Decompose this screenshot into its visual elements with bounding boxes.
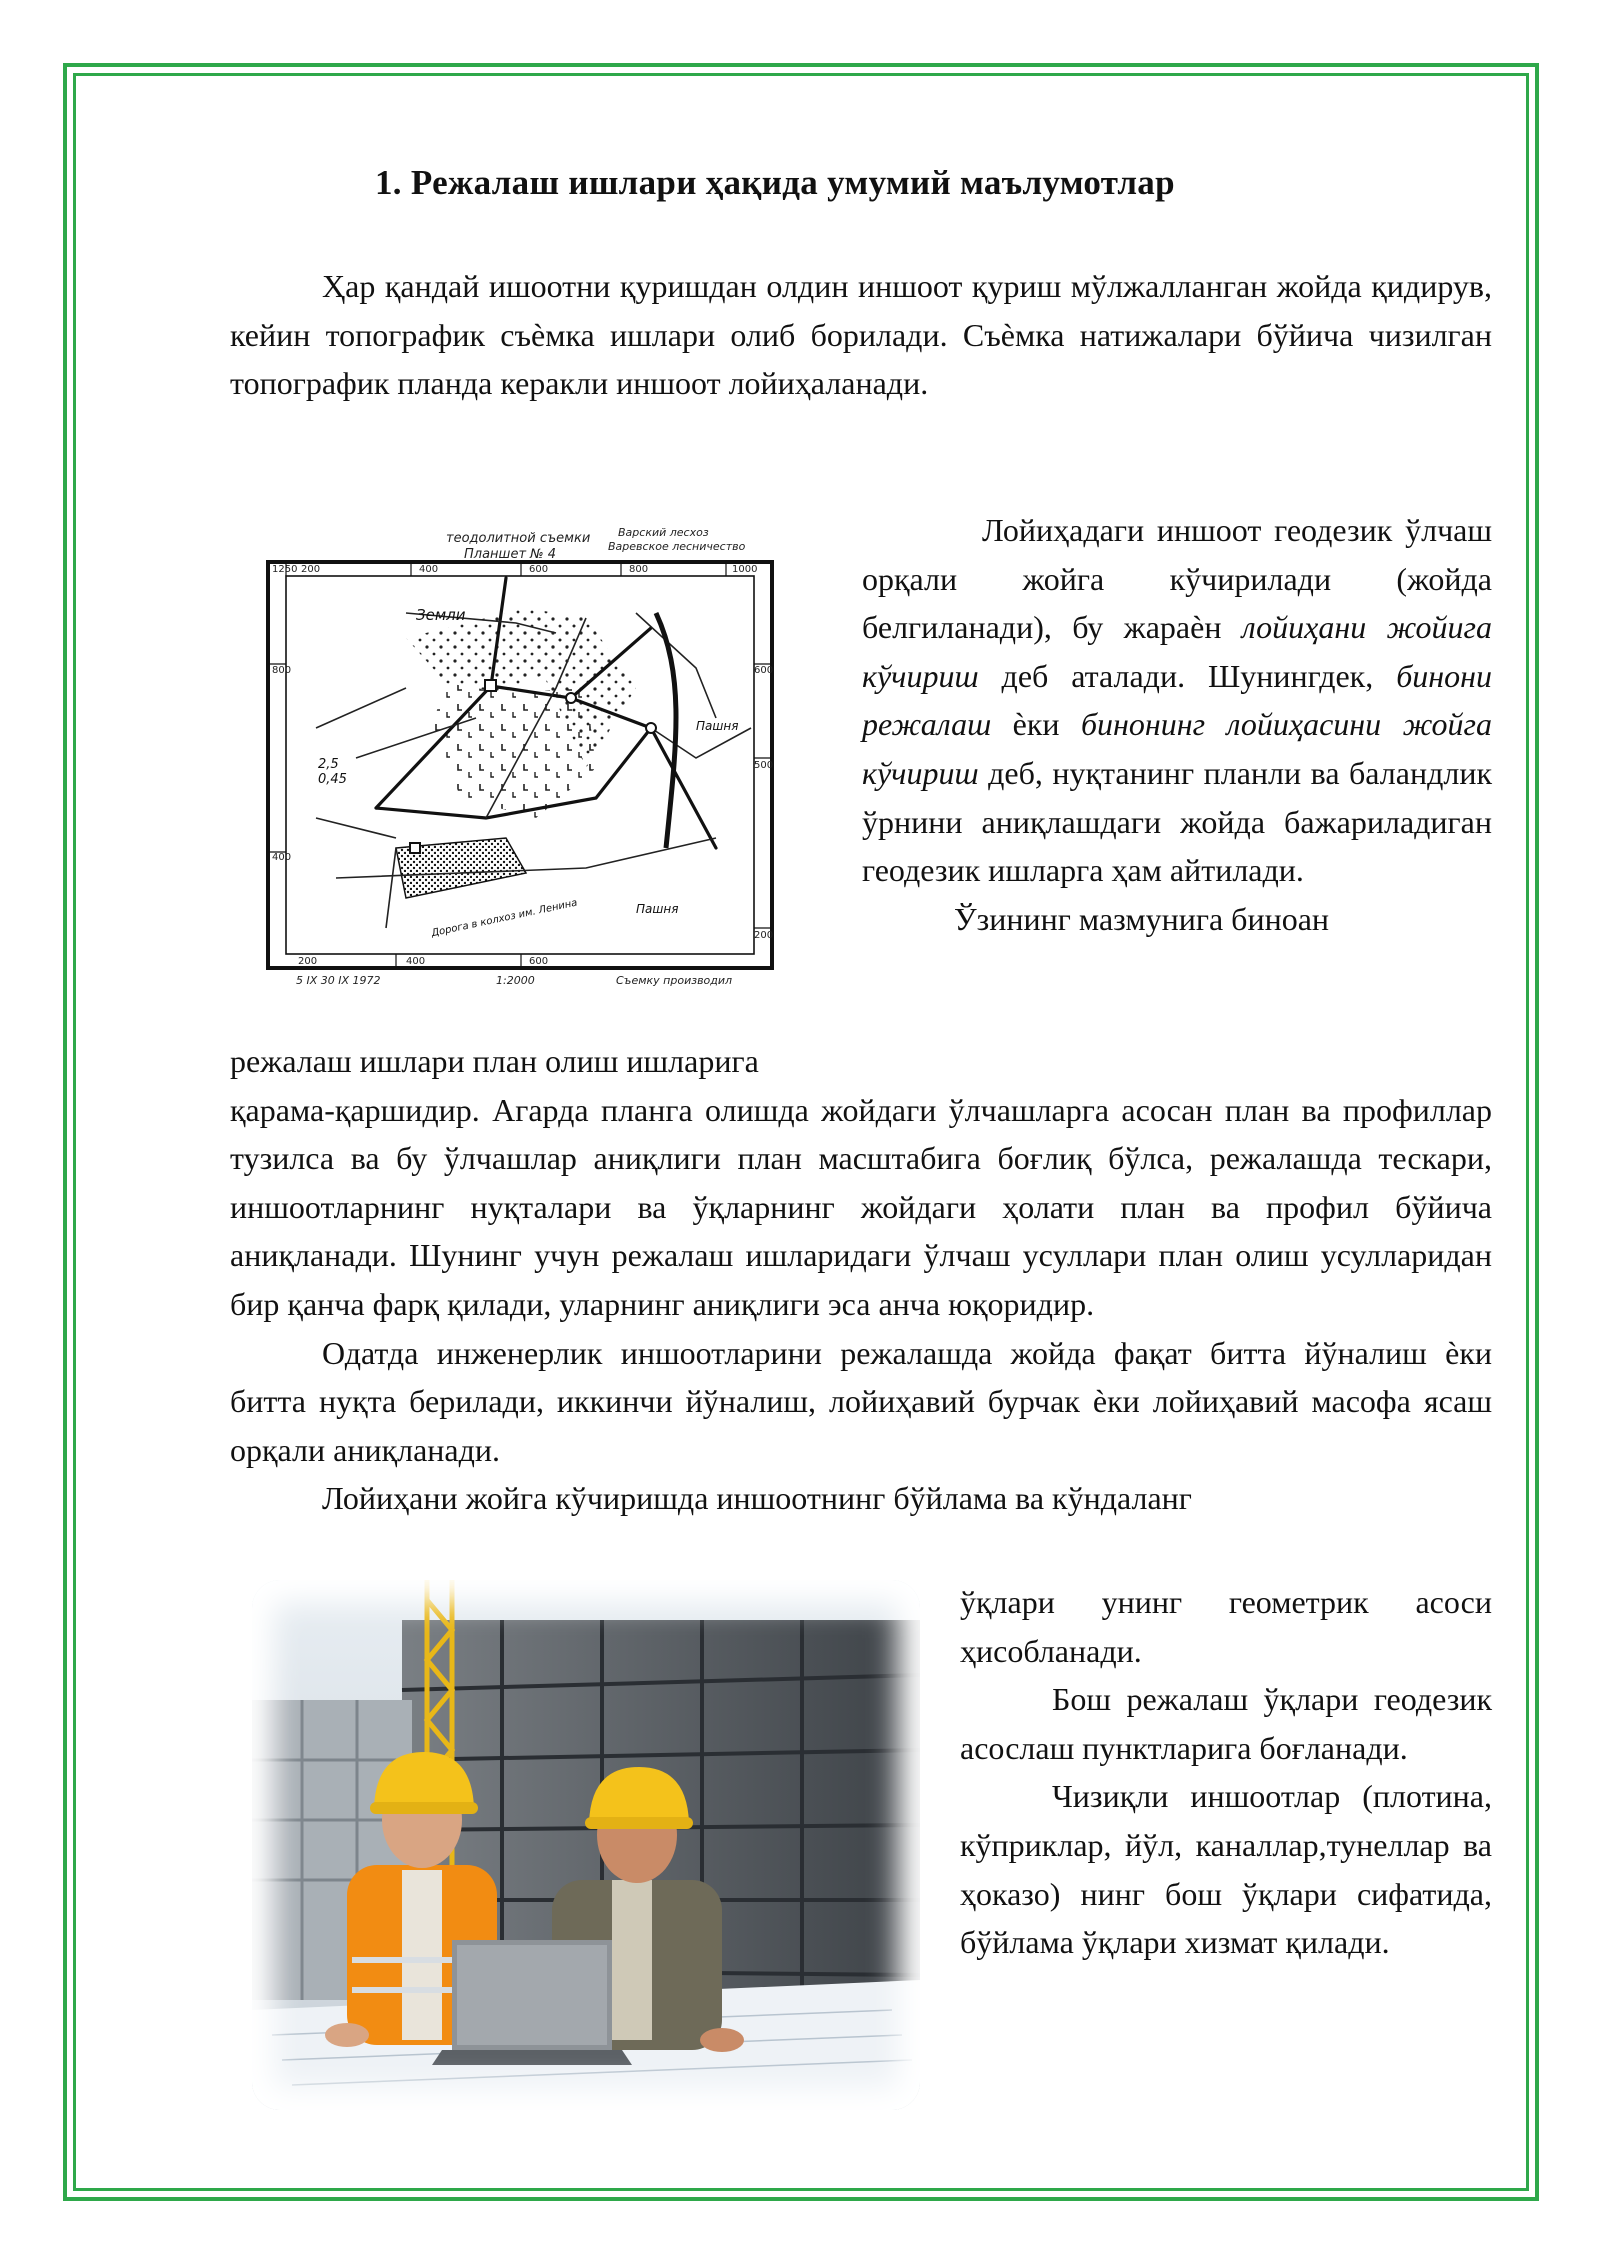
map-top-tick: 1250: [272, 564, 298, 575]
map-side-tick: 500: [754, 760, 774, 771]
paragraph-axes: [960, 1578, 1492, 1967]
paragraph-text: деб аталади. Шунингдек,: [1001, 657, 1374, 694]
map-top-tick: 600: [529, 564, 549, 575]
map-label-value: 2,5: [318, 757, 339, 772]
map-bottom-tick: 600: [529, 956, 549, 967]
paragraph-text: Чизиқли иншоотлар (плотина, кўприклар, йўл, каналлар,тунеллар ва ҳоказо) нинг бош ўқлари сифатида, бўйлама ўқлари хизмат қилади.: [960, 1778, 1492, 1961]
paragraph-text: деб, нуқтанинг планли ва баландлик ўрнини аниқлашдаги жойда бажариладиган геодезик ишларга ҳам айтилади.: [862, 754, 1492, 889]
map-top-tick: 800: [629, 564, 649, 575]
map-bottom-tick: 400: [406, 956, 426, 967]
photo-vignette: [252, 1580, 920, 2110]
paragraph-text: Бош режалаш ўқлари геодезик асослаш пунктларига боғланади.: [960, 1681, 1492, 1766]
paragraph-text: режалаш ишлари план олиш ишларига: [230, 1043, 759, 1079]
map-top-tick: 200: [301, 564, 321, 575]
map-footer-dates: 5 IX 30 IX 1972: [296, 974, 381, 987]
map-label-value: 0,45: [318, 772, 347, 787]
term-italic: бинонинг лойиҳасини жойга кўчириш: [862, 706, 1493, 791]
map-header-3: Варский лесхоз: [618, 526, 709, 539]
term-italic: лойиҳани жойига кўчириш: [862, 609, 1492, 694]
map-top-tick: 400: [419, 564, 439, 575]
map-top-tick: 1000: [732, 564, 758, 575]
paragraph-text: Лойиҳадаги иншоот геодезик ўлчаш орқали жойга кўчирилади (жойда белгиланади), бу жараѐн: [862, 512, 1492, 646]
term-italic: бинони режалаш: [862, 657, 1493, 743]
paragraph-text: Ўзининг мазмунига биноан: [954, 900, 1330, 937]
map-side-tick: 800: [272, 665, 292, 676]
paragraph-text: ўқлари унинг геометрик асоси ҳисобланади.: [960, 1584, 1492, 1669]
paragraph-text: ѐки: [1012, 706, 1060, 743]
map-side-tick: 600: [754, 665, 774, 676]
map-label-road: Дорога в колхоз им. Ленина: [430, 897, 579, 940]
map-footer-author: Съемку производил: [616, 974, 733, 987]
paragraph-text: қарама-қаршидир. Агарда планга олишда жойдаги ўлчашларга асосан план ва профиллар тузилса ва бу ўлчашлар аниқлиги план масштабига боғлиқ бўлса, режалашда тескари, иншоотларнинг нуқталари ва ўқларнинг жойдаги ҳолати план ва профил бўйича аниқланади. Шунинг учун режалаш ишларидаги ўлчаш усуллари план олиш усулларидан бир қанча фарқ қилади, уларнинг аниқлиги эса анча юқоридир.: [230, 1091, 1492, 1322]
map-header-2: Планшет № 4: [464, 547, 557, 562]
engineers-photo: [252, 1580, 920, 2110]
paragraph-project-transfer: [862, 506, 1492, 943]
map-label-pashnya: Пашня: [636, 902, 679, 916]
map-label-field: Земли: [416, 606, 466, 624]
map-label-pashnya: Пашня: [696, 719, 739, 733]
paragraph-text: Лойиҳани жойга кўчиришда иншоотнинг бўйлама ва кўндаланг: [322, 1480, 1192, 1517]
paragraph-continuation: [230, 1037, 1492, 1523]
paragraph-text: Одатда инженерлик иншоотларини режалашда жойда фақат битта йўналиш ѐки битта нуқта берилади, иккинчи йўналиш, лойиҳавий бурчак ѐки лойиҳавий масофа ясаш орқали аниқланади.: [230, 1334, 1492, 1468]
map-side-tick: 200: [754, 930, 774, 941]
map-header-1: теодолитной съемки: [446, 531, 591, 546]
intro-paragraph: Ҳар қандай ишоотни қуришдан олдин иншоот қуриш мўлжалланган жойда қидирув, кейин топографик съѐмка ишлари олиб борилади. Съѐмка натижалари бўйича чизилган топографик планда керакли иншоот лойиҳаланади.: [230, 268, 1492, 402]
map-header-4: Варевское лесничество: [608, 540, 746, 553]
map-footer-scale: 1:2000: [496, 974, 535, 987]
map-bottom-tick: 200: [298, 956, 318, 967]
section-title: 1. Режалаш ишлари ҳақида умумий маълумотлар: [375, 163, 1175, 202]
map-side-tick: 400: [272, 852, 292, 863]
topographic-plan-figure: [256, 518, 784, 988]
